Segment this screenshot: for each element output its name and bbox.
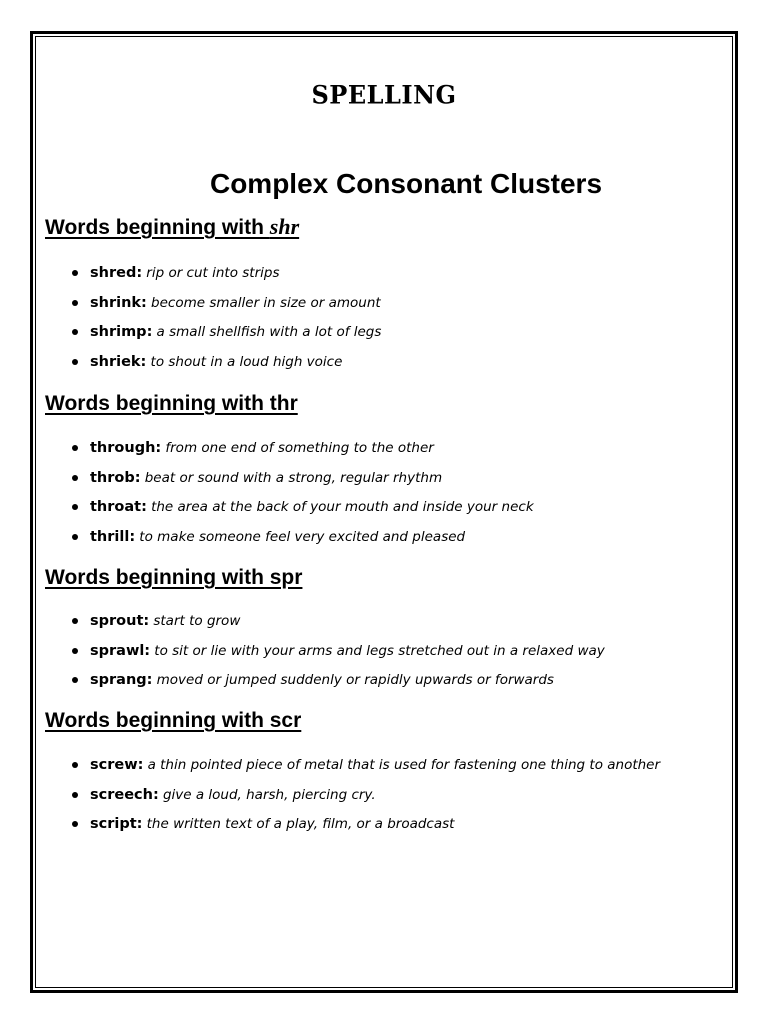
definition: to shout in a loud high voice bbox=[150, 353, 343, 370]
definition: a small shellfish with a lot of legs bbox=[156, 324, 382, 340]
definition: start to grow bbox=[153, 613, 241, 629]
bullet-icon bbox=[72, 270, 78, 276]
term: shred: bbox=[90, 265, 143, 281]
section-heading-cluster: shr bbox=[269, 214, 300, 239]
list-item bbox=[72, 321, 381, 351]
definition: moved or jumped suddenly or rapidly upwards or forwards bbox=[156, 672, 554, 688]
word-list-shr bbox=[72, 262, 381, 380]
term: sprang: bbox=[90, 672, 153, 688]
bullet-icon bbox=[72, 648, 78, 654]
bullet-icon bbox=[72, 618, 78, 624]
term: sprawl: bbox=[90, 642, 151, 659]
bullet-icon bbox=[72, 475, 78, 481]
bullet-icon bbox=[72, 792, 78, 798]
term: sprout: bbox=[90, 613, 150, 629]
section-heading-prefix: Words beginning with bbox=[45, 216, 270, 239]
list-item bbox=[72, 262, 381, 292]
definition: give a loud, harsh, piercing cry. bbox=[162, 786, 376, 803]
list-item bbox=[72, 754, 660, 784]
list-item bbox=[72, 526, 534, 556]
term: shriek: bbox=[90, 353, 147, 370]
bullet-icon bbox=[72, 300, 78, 306]
bullet-icon bbox=[72, 821, 78, 827]
definition: to make someone feel very excited and pleased bbox=[139, 528, 466, 545]
bullet-icon bbox=[72, 359, 78, 365]
word-list-thr bbox=[72, 437, 534, 555]
word-list-spr bbox=[72, 610, 605, 699]
list-item bbox=[72, 437, 534, 467]
term: throat: bbox=[90, 499, 147, 515]
term: screw: bbox=[90, 757, 144, 773]
bullet-icon bbox=[72, 504, 78, 510]
bullet-icon bbox=[72, 445, 78, 451]
list-item bbox=[72, 292, 381, 322]
list-item bbox=[72, 467, 534, 497]
page-subtitle: Complex Consonant Clusters bbox=[209, 168, 603, 199]
bullet-icon bbox=[72, 762, 78, 768]
list-item bbox=[72, 351, 381, 381]
definition: beat or sound with a strong, regular rhythm bbox=[144, 469, 443, 486]
word-list-scr bbox=[72, 754, 660, 843]
section-heading-scr: Words beginning with scr bbox=[45, 709, 302, 732]
section-heading-shr bbox=[45, 214, 299, 241]
term: script: bbox=[90, 816, 143, 832]
page-title: SPELLING bbox=[311, 79, 457, 110]
term: screech: bbox=[90, 786, 159, 803]
term: through: bbox=[90, 440, 162, 456]
bullet-icon bbox=[72, 329, 78, 335]
list-item bbox=[72, 784, 660, 814]
definition: become smaller in size or amount bbox=[151, 294, 381, 311]
term: thrill: bbox=[90, 528, 136, 545]
definition: to sit or lie with your arms and legs stretched out in a relaxed way bbox=[154, 642, 605, 659]
list-item bbox=[72, 669, 605, 699]
bullet-icon bbox=[72, 534, 78, 540]
section-heading-thr: Words beginning with thr bbox=[45, 392, 298, 415]
term: shrimp: bbox=[90, 324, 153, 340]
list-item bbox=[72, 640, 605, 670]
definition: rip or cut into strips bbox=[146, 265, 280, 281]
list-item bbox=[72, 496, 534, 526]
bullet-icon bbox=[72, 677, 78, 683]
list-item bbox=[72, 813, 660, 843]
list-item bbox=[72, 610, 605, 640]
term: throb: bbox=[90, 469, 141, 486]
term: shrink: bbox=[90, 294, 147, 311]
definition: the area at the back of your mouth and inside your neck bbox=[151, 499, 534, 515]
definition: a thin pointed piece of metal that is used for fastening one thing to another bbox=[147, 757, 661, 773]
definition: the written text of a play, film, or a broadcast bbox=[146, 816, 455, 832]
definition: from one end of something to the other bbox=[165, 440, 434, 456]
section-heading-spr: Words beginning with spr bbox=[45, 566, 303, 589]
